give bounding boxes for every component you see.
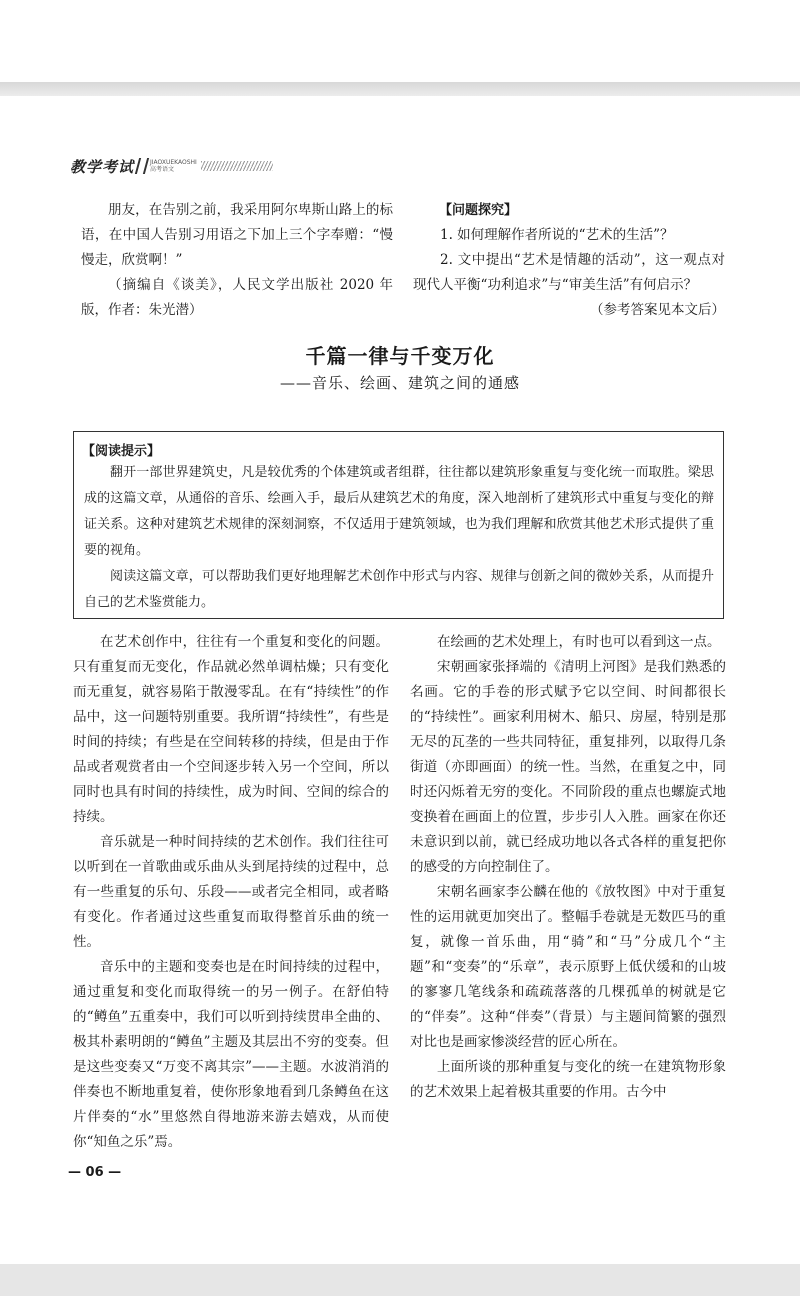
reading-tip-body: [84, 460, 714, 616]
page-number: — 06 —: [68, 1165, 122, 1180]
body-paragraph: 在绘画的艺术处理上，有时也可以看到这一点。: [437, 634, 721, 650]
body-paragraph: 宋朝画家张择端的《清明上河图》是我们熟悉的名画。它的手卷的形式赋予它以空间、时间都很长的“持续性”。画家利用树木、船只、房屋，特别是那无尽的瓦垄的一些共同特征，重复排列，以取得几条街道（亦即画面）的统一性。当然，在重复之中，同时还闪烁着无穷的变化。不同阶段的重点也螺旋式地变换着在画面上的位置，步步引人入胜。画家在你还未意识到以前，就已经成功地以各式各样的重复把你的感受的方向控制住了。: [410, 659, 726, 875]
article-subtitle: ——音乐、绘画、建筑之间的通感: [279, 374, 520, 392]
header-subtitle: JIAOXUEKAOSHI 高考语文: [150, 159, 197, 173]
article-title: 千篇一律与千变万化: [305, 344, 495, 368]
question-1: 1. 如何理解作者所说的“艺术的生活”？: [440, 227, 674, 243]
reading-tip-paragraph: 阅读这篇文章，可以帮助我们更好地理解艺术创作中形式与内容、规律与创新之间的微妙关系，从而提升自己的艺术鉴赏能力。: [84, 569, 714, 610]
header-title: 教学考试: [70, 157, 135, 176]
questions-column: [413, 198, 725, 323]
body-paragraph: 上面所谈的那种重复与变化的统一在建筑物形象的艺术效果上起着极其重要的作用。古今中: [410, 1059, 726, 1100]
body-left-column: [73, 630, 389, 1155]
header-ornament: [201, 161, 273, 171]
prev-article-column: [81, 198, 393, 323]
body-paragraph: 音乐就是一种时间持续的艺术创作。我们往往可以听到在一首歌曲或乐曲从头到尾持续的过程中，总有一些重复的乐句、乐段——或者完全相同，或者略有变化。作者通过这些重复而取得整首乐曲的统一性。: [73, 834, 389, 950]
body-paragraph: 音乐中的主题和变奏也是在时间持续的过程中，通过重复和变化而取得统一的另一例子。在舒伯特的“鳟鱼”五重奏中，我们可以听到持续贯串全曲的、极其朴素明朗的“鳟鱼”主题及其层出不穷的变奏。但是这些变奏又“万变不离其宗”——主题。水波消消的伴奏也不断地重复着，使你形象地看到几条鳟鱼在这片伴奏的“水”里悠然自得地游来游去嬉戏，从而使你“知鱼之乐”焉。: [73, 959, 389, 1150]
questions-label: 【问题探究】: [439, 203, 518, 218]
prev-article-body: 朋友，在告别之前，我采用阿尔卑斯山路上的标语，在中国人告别习用语之下加上三个字奉赠：“慢慢走，欣赏啊！”: [81, 202, 393, 268]
bottom-margin: [0, 1264, 800, 1296]
reading-tip-box: [73, 431, 724, 619]
question-2: 2. 文中提出“艺术是情趣的活动”，这一观点对现代人平衡“功利追求”与“审美生活”有何启示？: [413, 252, 725, 293]
reading-tip-label: 【阅读提示】: [82, 444, 161, 459]
reading-tip-paragraph: 翻开一部世界建筑史，凡是较优秀的个体建筑或者组群，往往都以建筑形象重复与变化统一而取胜。梁思成的这篇文章，从通俗的音乐、绘画入手，最后从建筑艺术的角度，深入地剖析了建筑形式中重复与变化的辩证关系。这种对建筑艺术规律的深刻洞察，不仅适用于建筑领域，也为我们理解和欣赏其他艺术形式提供了重要的视角。: [84, 465, 714, 558]
header-divider: [135, 158, 149, 174]
answer-note: （参考答案见本文后）: [590, 302, 725, 318]
running-header: [70, 154, 273, 178]
body-paragraph: 宋朝名画家李公麟在他的《放牧图》中对于重复性的运用就更加突出了。整幅手卷就是无数匹马的重复，就像一首乐曲，用“骑”和“马”分成几个“主题”和“变奏”的“乐章”，表示原野上低伏缓和的山坡的寥寥几笔线条和疏疏落落的几棵孤单的树就是它的“伴奏”。这种“伴奏”（背景）与主题间简繁的强烈对比也是画家惨淡经营的匠心所在。: [410, 884, 726, 1050]
prev-article-source: （摘编自《谈美》，人民文学出版社 2020 年版，作者：朱光潜）: [81, 277, 393, 318]
top-margin: [0, 0, 800, 82]
body-paragraph: 在艺术创作中，往往有一个重复和变化的问题。只有重复而无变化，作品就必然单调枯燥；只有变化而无重复，就容易陷于散漫零乱。在有“持续性”的作品中，这一问题特别重要。我所谓“持续性”，有些是时间的持续；有些是在空间转移的持续，但是由于作品或者观赏者由一个空间逐步转入另一个空间，所以同时也具有时间的持续性，成为时间、空间的综合的持续。: [73, 634, 389, 825]
page-shadow: [0, 82, 800, 96]
body-right-column: [410, 630, 726, 1105]
